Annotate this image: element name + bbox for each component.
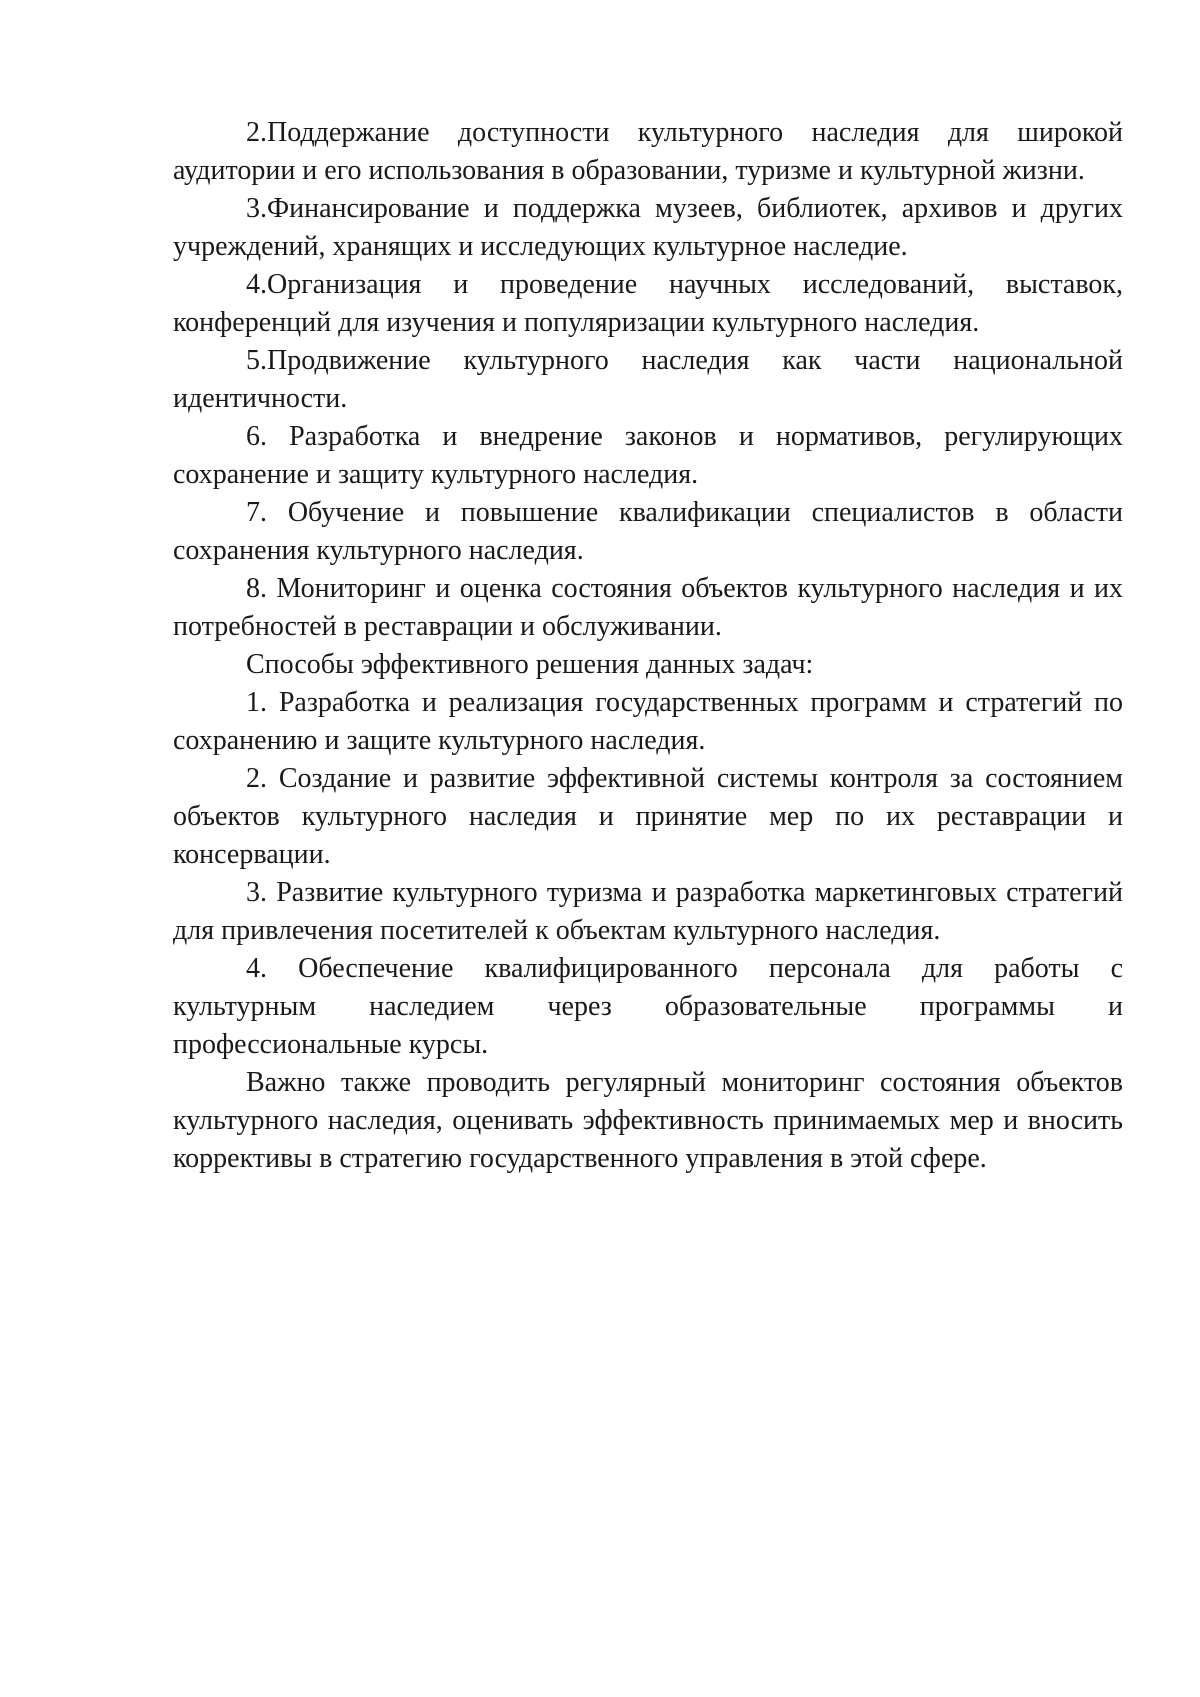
paragraph-task-2: 2.Поддержание доступности культурного наследия для широкой аудитории и его использования в образовании, туризме и культурной жизни. <box>173 117 1123 186</box>
paragraph-task-6: 6. Разработка и внедрение законов и нормативов, регулирующих сохранение и защиту культурного наследия. <box>173 421 1123 490</box>
paragraph-task-7: 7. Обучение и повышение квалификации специалистов в области сохранения культурного наследия. <box>173 497 1123 566</box>
paragraph-task-5: 5.Продвижение культурного наследия как части национальной идентичности. <box>173 345 1123 414</box>
paragraph-method-4: 4. Обеспечение квалифицированного персонала для работы с культурным наследием через образовательные программы и профессиональные курсы. <box>173 953 1123 1060</box>
paragraph-method-3: 3. Развитие культурного туризма и разработка маркетинговых стратегий для привлечения посетителей к объектам культурного наследия. <box>173 877 1123 946</box>
paragraph-methods-heading: Способы эффективного решения данных задач: <box>246 649 814 680</box>
paragraph-method-2: 2. Создание и развитие эффективной системы контроля за состоянием объектов культурного наследия и принятие мер по их реставрации и консервации. <box>173 763 1123 870</box>
paragraph-task-4: 4.Организация и проведение научных исследований, выставок, конференций для изучения и популяризации культурного наследия. <box>173 269 1123 338</box>
paragraph-task-8: 8. Мониторинг и оценка состояния объектов культурного наследия и их потребностей в реставрации и обслуживании. <box>173 573 1123 642</box>
paragraph-method-1: 1. Разработка и реализация государственных программ и стратегий по сохранению и защите культурного наследия. <box>173 687 1123 756</box>
paragraph-conclusion: Важно также проводить регулярный мониторинг состояния объектов культурного наследия, оценивать эффективность принимаемых мер и вносить коррективы в стратегию государственного управления в этой сфере. <box>173 1067 1123 1174</box>
paragraph-task-3: 3.Финансирование и поддержка музеев, библиотек, архивов и других учреждений, хранящих и исследующих культурное наследие. <box>173 193 1123 262</box>
document-body <box>173 114 1123 1178</box>
